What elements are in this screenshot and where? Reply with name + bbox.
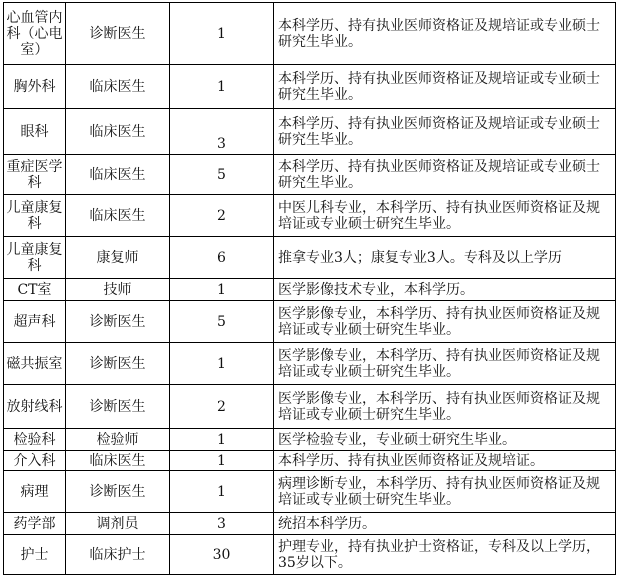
requirement-cell: 本科学历、持有执业医师资格证及规培证或专业硕士研究生毕业。 <box>274 65 616 109</box>
count-cell: 2 <box>170 385 274 429</box>
requirement-cell: 本科学历、持有执业医师资格证及规培证。 <box>274 451 616 471</box>
requirement-cell: 本科学历、持有执业医师资格证及规培证或专业硕士研究生毕业。 <box>274 155 616 195</box>
table-row <box>4 451 616 471</box>
department-cell: 儿童康复科 <box>4 237 66 279</box>
count-cell: 2 <box>170 195 274 237</box>
position-cell: 临床护士 <box>66 535 170 575</box>
position-cell: 诊断医生 <box>66 301 170 343</box>
department-cell: 检验科 <box>4 429 66 451</box>
requirement-cell: 医学影像专业，本科学历、持有执业医师资格证及规培证或专业硕士研究生毕业。 <box>274 301 616 343</box>
department-cell: 心血管内科（心电室） <box>4 3 66 65</box>
department-cell: 介入科 <box>4 451 66 471</box>
count-cell: 1 <box>170 471 274 513</box>
department-cell: 眼科 <box>4 109 66 155</box>
count-cell: 1 <box>170 343 274 385</box>
department-cell: CT室 <box>4 279 66 301</box>
department-cell: 放射线科 <box>4 385 66 429</box>
recruitment-table <box>3 2 616 575</box>
requirement-cell: 医学检验专业，专业硕士研究生毕业。 <box>274 429 616 451</box>
table-row <box>4 385 616 429</box>
department-cell: 重症医学科 <box>4 155 66 195</box>
position-cell: 临床医生 <box>66 65 170 109</box>
position-cell: 康复师 <box>66 237 170 279</box>
department-cell: 胸外科 <box>4 65 66 109</box>
count-cell: 3 <box>170 513 274 535</box>
table-row <box>4 535 616 575</box>
department-cell: 药学部 <box>4 513 66 535</box>
requirement-cell: 统招本科学历。 <box>274 513 616 535</box>
count-cell: 1 <box>170 65 274 109</box>
requirement-cell: 推拿专业3人；康复专业3人。专科及以上学历 <box>274 237 616 279</box>
position-cell: 诊断医生 <box>66 343 170 385</box>
position-cell: 临床医生 <box>66 195 170 237</box>
table-row <box>4 513 616 535</box>
department-cell: 超声科 <box>4 301 66 343</box>
position-cell: 检验师 <box>66 429 170 451</box>
count-cell: 1 <box>170 3 274 65</box>
position-cell: 临床医生 <box>66 109 170 155</box>
department-cell: 护士 <box>4 535 66 575</box>
requirement-cell: 本科学历、持有执业医师资格证及规培证或专业硕士研究生毕业。 <box>274 109 616 155</box>
count-cell: 5 <box>170 155 274 195</box>
table-row <box>4 195 616 237</box>
table-row <box>4 3 616 65</box>
table-row <box>4 471 616 513</box>
department-cell: 儿童康复科 <box>4 195 66 237</box>
table-row <box>4 109 616 155</box>
position-cell: 调剂员 <box>66 513 170 535</box>
count-cell: 1 <box>170 429 274 451</box>
table-row <box>4 65 616 109</box>
position-cell: 诊断医生 <box>66 3 170 65</box>
position-cell: 技师 <box>66 279 170 301</box>
table-row <box>4 237 616 279</box>
requirement-cell: 病理诊断专业，本科学历、持有执业医师资格证及规培证或专业硕士研究生毕业。 <box>274 471 616 513</box>
count-cell: 3 <box>170 109 274 155</box>
requirement-cell: 中医儿科专业，本科学历、持有执业医师资格证及规培证或专业硕士研究生毕业。 <box>274 195 616 237</box>
requirement-cell: 医学影像专业，本科学历、持有执业医师资格证及规培证或专业硕士研究生毕业。 <box>274 385 616 429</box>
count-cell: 5 <box>170 301 274 343</box>
table-row <box>4 343 616 385</box>
count-cell: 1 <box>170 451 274 471</box>
table-row <box>4 301 616 343</box>
position-cell: 临床医生 <box>66 155 170 195</box>
department-cell: 磁共振室 <box>4 343 66 385</box>
table-row <box>4 155 616 195</box>
position-cell: 临床医生 <box>66 451 170 471</box>
count-cell: 30 <box>170 535 274 575</box>
count-cell: 6 <box>170 237 274 279</box>
position-cell: 诊断医生 <box>66 471 170 513</box>
count-cell: 1 <box>170 279 274 301</box>
requirement-cell: 医学影像技术专业，本科学历。 <box>274 279 616 301</box>
table-row <box>4 429 616 451</box>
requirement-cell: 本科学历、持有执业医师资格证及规培证或专业硕士研究生毕业。 <box>274 3 616 65</box>
table-row <box>4 279 616 301</box>
position-cell: 诊断医生 <box>66 385 170 429</box>
requirement-cell: 医学影像专业，本科学历、持有执业医师资格证及规培证或专业硕士研究生毕业。 <box>274 343 616 385</box>
requirement-cell: 护理专业，持有执业护士资格证，专科及以上学历，35岁以下。 <box>274 535 616 575</box>
department-cell: 病理 <box>4 471 66 513</box>
